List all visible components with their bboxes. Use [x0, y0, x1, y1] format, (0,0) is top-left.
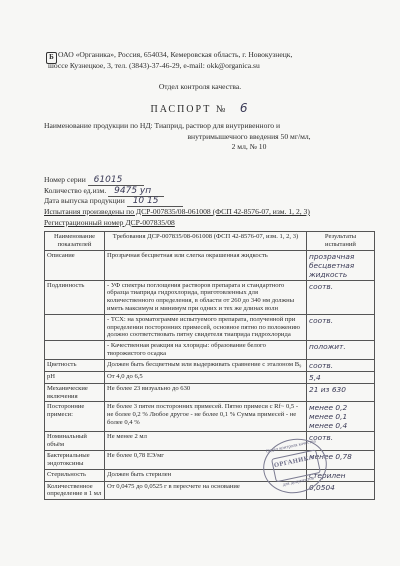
- org-address-line: ОАО «Органика», Россия, 654034, Кемеровская область, г. Новокузнецк,: [58, 50, 293, 59]
- series-row: [44, 175, 144, 186]
- row-requirement: Не более 0,78 ЕЭ/мг: [105, 450, 307, 469]
- series-label: Номер серии: [44, 175, 86, 184]
- quantity-label: Количество ед.изм.: [44, 186, 107, 195]
- table-row: [45, 481, 375, 500]
- header-requirements: Требования ДСР-007835/08-061008 (ФСП 42-8576-07, изм. 1, 2, 3): [105, 232, 307, 251]
- row-result: стерилен: [307, 469, 375, 481]
- row-name: Количественное определение в 1 мл: [45, 481, 105, 500]
- row-requirement: Должен быть стерилен: [105, 469, 307, 481]
- product-name-line3: 2 мл, № 10: [231, 142, 267, 151]
- table-row: [45, 359, 375, 371]
- table-row: [45, 250, 375, 280]
- row-name: pH: [45, 371, 105, 383]
- row-name: Номинальный объём: [45, 432, 105, 451]
- row-name: Бактериальные эндотоксины: [45, 450, 105, 469]
- row-name: [45, 341, 105, 360]
- organization-header: [48, 50, 388, 71]
- header-results: Результаты испытаний: [307, 232, 375, 251]
- row-requirement: Не более 23 визуально до 630: [105, 383, 307, 402]
- series-value: 61015: [88, 175, 144, 186]
- row-name: Описание: [45, 250, 105, 280]
- tests-row: Испытания произведены по ДСР-007835/08-061008 (ФСП 42-8576-07, изм. 1, 2, 3): [44, 207, 310, 216]
- row-result: соотв.: [307, 359, 375, 371]
- row-requirement: - Качественная реакция на хлориды: образование белого творожистого осадка: [105, 341, 307, 360]
- row-name: Посторонние примеси:: [45, 402, 105, 432]
- row-result: соотв.: [307, 432, 375, 451]
- row-result: менее 0,78: [307, 450, 375, 469]
- row-name: [45, 314, 105, 340]
- row-name: Подлинность: [45, 280, 105, 314]
- table-row: [45, 314, 375, 340]
- table-row: [45, 383, 375, 402]
- header-indicator: Наименование показателей: [45, 232, 105, 251]
- table-row: [45, 371, 375, 383]
- row-result: положит.: [307, 341, 375, 360]
- stamp-bottom-text: для документов: [282, 476, 315, 488]
- row-name: Цветность: [45, 359, 105, 371]
- organika-logo-icon: Б: [46, 52, 57, 64]
- table-row: [45, 341, 375, 360]
- row-result: соотв.: [307, 280, 375, 314]
- product-name-line2: внутримышечного введения 50 мг/мл,: [187, 131, 311, 141]
- table-row: [45, 432, 375, 451]
- department-name: Отдел контроля качества.: [158, 82, 242, 91]
- row-requirement: Прозрачная бесцветная или слегка окрашенная жидкость: [105, 250, 307, 280]
- row-result: 5,4: [307, 371, 375, 383]
- product-name-block: [44, 121, 374, 153]
- row-requirement: От 4,0 до 6,5: [105, 371, 307, 383]
- row-result: менее 0,2 менее 0,1 менее 0,4: [307, 402, 375, 432]
- row-name: Механические включения: [45, 383, 105, 402]
- stamp-top-text: Отдел контроля качества: [265, 439, 317, 455]
- row-requirement: Не более 3 пятен посторонних примесей. Пятно примеси с Rf~ 0,5 - не более 0,2 % Любое другое - не более 0,1 % Сумма примесей - не более 0,4 %: [105, 402, 307, 432]
- passport-title-text: ПАСПОРТ №: [150, 104, 228, 115]
- release-date-label: Дата выпуска продукции: [44, 196, 125, 205]
- row-requirement: - ТСХ: на хроматограмме испытуемого препарата, полученной при определении посторонних примесей, основное пятно по положению должно соответствовать пятну свидетеля тиаприда гидрохлорида: [105, 314, 307, 340]
- table-row: [45, 402, 375, 432]
- table-row: [45, 280, 375, 314]
- org-contacts-line: шоссе Кузнецкое, 3, тел. (3843)-37-46-29, e-mail: okk@organica.su: [48, 60, 260, 70]
- row-requirement: Должен быть бесцветным или выдерживать сравнение с эталоном B₉: [105, 359, 307, 371]
- row-result: соотв.: [307, 314, 375, 340]
- registration-row: Регистрационный номер ДСР-007835/08: [44, 218, 175, 227]
- release-date-row: [44, 196, 183, 207]
- row-result: 21 из 630: [307, 383, 375, 402]
- release-date-value: 10 15: [127, 196, 183, 207]
- row-requirement: - УФ спектры поглощения растворов препарата и стандартного образца тиаприда гидрохлорида, приготовленных для количественного определения, в области от 260 до 340 нм должны иметь максимум и минимум при одних и тех же длинах волн: [105, 280, 307, 314]
- row-result: 0,0504: [307, 481, 375, 500]
- row-requirement: От 0,0475 до 0,0525 г в пересчете на основание: [105, 481, 307, 500]
- stamp-center-text: ОРГАНИКА: [273, 453, 315, 470]
- quantity-value: 9475 уп: [108, 186, 164, 197]
- table-header-row: [45, 232, 375, 251]
- row-name: Стерильность: [45, 469, 105, 481]
- row-requirement: Не менее 2 мл: [105, 432, 307, 451]
- passport-title: [0, 101, 400, 115]
- product-name-line1: Наименование продукции по НД: Тиаприд, раствор для внутривенного и: [44, 121, 281, 130]
- row-result: прозрачная бесцветная жидкость: [307, 250, 375, 280]
- passport-number: 6: [239, 101, 250, 115]
